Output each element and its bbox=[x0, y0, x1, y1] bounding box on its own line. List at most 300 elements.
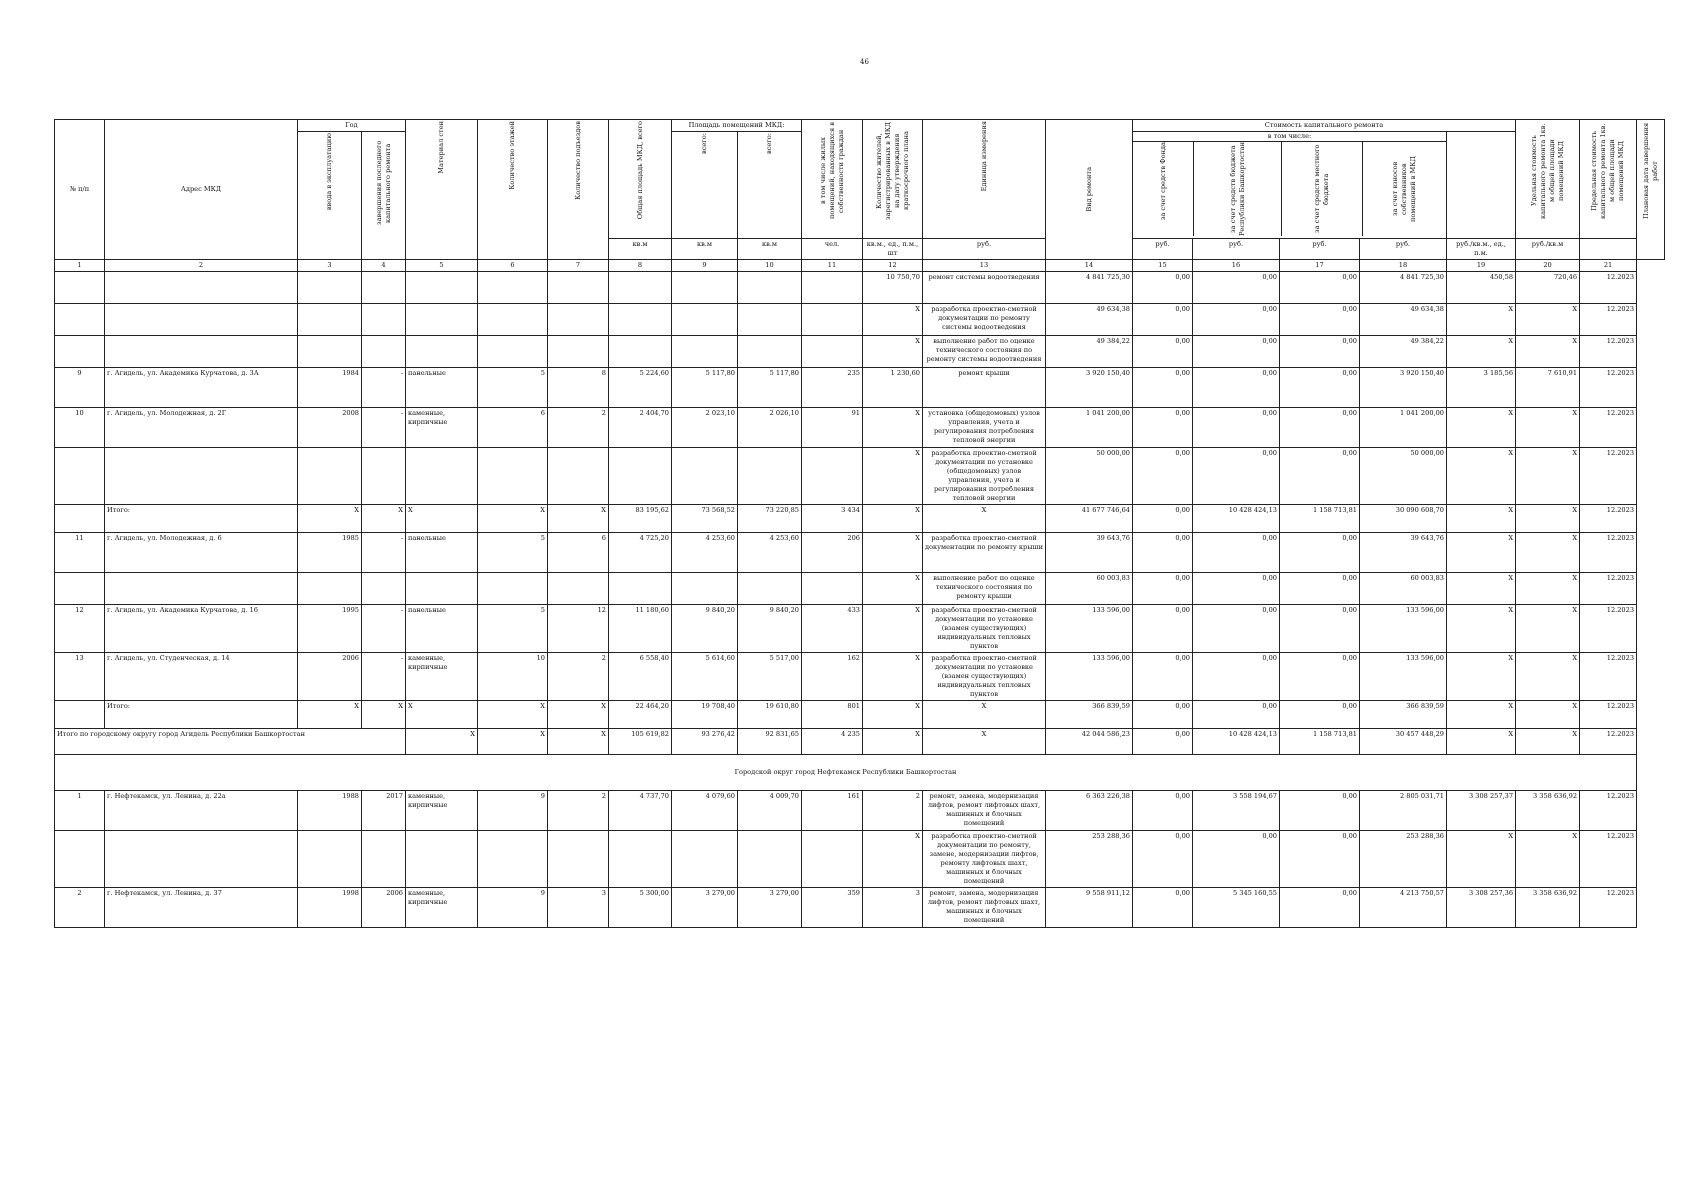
table-cell: Х bbox=[863, 831, 923, 888]
table-cell: 10 428 424,13 bbox=[1193, 729, 1280, 755]
table-cell: 0,00 bbox=[1193, 573, 1280, 605]
table-cell bbox=[406, 573, 478, 605]
table-cell bbox=[672, 573, 738, 605]
table-cell: 0,00 bbox=[1133, 573, 1193, 605]
table-row-work bbox=[55, 336, 1665, 368]
work-type-cell: ремонт, замена, модернизация лифтов, ремонт лифтовых шахт, машинных и блочных помещений bbox=[923, 791, 1046, 831]
table-cell: Х bbox=[362, 505, 406, 533]
table-row-work bbox=[55, 831, 1665, 888]
table-cell: 162 bbox=[802, 653, 863, 701]
table-cell bbox=[672, 831, 738, 888]
table-cell: Х bbox=[863, 408, 923, 448]
table-cell bbox=[478, 272, 548, 304]
column-number: 18 bbox=[1360, 260, 1447, 272]
table-cell bbox=[478, 573, 548, 605]
table-cell: 13 bbox=[55, 653, 105, 701]
col-total-area-header: Общая площадь МКД, всего bbox=[609, 120, 672, 239]
table-cell: 39 643,76 bbox=[1046, 533, 1133, 573]
table-cell: Х bbox=[1516, 408, 1580, 448]
unit-rub: руб. bbox=[1280, 239, 1360, 260]
table-cell: 0,00 bbox=[1280, 336, 1360, 368]
table-cell bbox=[406, 831, 478, 888]
table-cell: 2 bbox=[548, 791, 609, 831]
table-cell bbox=[609, 448, 672, 505]
work-type-cell: разработка проектно-сметной документации по ремонту системы водоотведения bbox=[923, 304, 1046, 336]
table-cell: 12.2023 bbox=[1580, 304, 1637, 336]
table-cell: Х bbox=[1516, 448, 1580, 505]
table-row-work bbox=[55, 304, 1665, 336]
column-number: 12 bbox=[863, 260, 923, 272]
work-type-cell: выполнение работ по оценке технического состояния по ремонту крыши bbox=[923, 573, 1046, 605]
address-cell: Итого: bbox=[105, 701, 298, 729]
table-cell: - bbox=[362, 653, 406, 701]
table-cell: Х bbox=[362, 701, 406, 729]
table-cell: 0,00 bbox=[1193, 653, 1280, 701]
table-cell bbox=[802, 573, 863, 605]
table-cell bbox=[548, 573, 609, 605]
table-cell bbox=[609, 831, 672, 888]
column-number: 1 bbox=[55, 260, 105, 272]
unit-rub: руб. bbox=[1360, 239, 1447, 260]
table-cell: панельные bbox=[406, 368, 478, 408]
table-cell: Х bbox=[1516, 831, 1580, 888]
table-cell: 5 345 160,55 bbox=[1193, 888, 1280, 928]
table-cell: 2 404,70 bbox=[609, 408, 672, 448]
table-cell: 0,00 bbox=[1193, 831, 1280, 888]
table-cell: 49 634,38 bbox=[1360, 304, 1447, 336]
unit-kvm: кв.м bbox=[609, 239, 672, 260]
table-cell: 0,00 bbox=[1280, 791, 1360, 831]
table-cell bbox=[362, 448, 406, 505]
table-cell: 235 bbox=[802, 368, 863, 408]
table-cell: Х bbox=[1447, 701, 1516, 729]
table-cell bbox=[55, 336, 105, 368]
address-cell: г. Агидель, ул. Студенческая, д. 14 bbox=[105, 653, 298, 701]
table-cell bbox=[802, 336, 863, 368]
col-residents-header: Количество жителей, зарегистрированных в МКД на дату утверждения краткосрочного плана bbox=[863, 120, 923, 239]
table-cell: 1984 bbox=[298, 368, 362, 408]
table-cell: Х bbox=[1447, 831, 1516, 888]
address-cell: г. Нефтекамск, ул. Ленина, д. 22а bbox=[105, 791, 298, 831]
table-cell: Х bbox=[298, 505, 362, 533]
table-cell bbox=[672, 448, 738, 505]
address-cell bbox=[105, 831, 298, 888]
table-cell bbox=[478, 304, 548, 336]
table-cell bbox=[802, 448, 863, 505]
table-cell: 1 230,60 bbox=[863, 368, 923, 408]
table-cell: 0,00 bbox=[1133, 533, 1193, 573]
work-type-cell: Х bbox=[923, 701, 1046, 729]
table-cell: 12.2023 bbox=[1580, 653, 1637, 701]
table-cell: Х bbox=[478, 701, 548, 729]
table-cell: Х bbox=[548, 729, 609, 755]
table-cell: Х bbox=[1447, 605, 1516, 653]
table-cell: Х bbox=[863, 304, 923, 336]
address-cell: г. Агидель, ул. Академика Курчатова, д. 16 bbox=[105, 605, 298, 653]
table-cell bbox=[55, 448, 105, 505]
table-body bbox=[55, 272, 1665, 928]
table-cell: Х bbox=[1516, 729, 1580, 755]
table-cell: 4 009,70 bbox=[738, 791, 802, 831]
table-cell: 6 558,40 bbox=[609, 653, 672, 701]
table-cell bbox=[609, 336, 672, 368]
table-row-obj bbox=[55, 408, 1665, 448]
table-cell: 60 003,83 bbox=[1360, 573, 1447, 605]
section-title: Городской округ город Нефтекамск Республики Башкортостан bbox=[55, 755, 1637, 791]
table-cell bbox=[478, 336, 548, 368]
table-cell: 3 279,00 bbox=[672, 888, 738, 928]
table-row-sum bbox=[55, 505, 1665, 533]
table-cell bbox=[548, 336, 609, 368]
table-cell: 49 634,38 bbox=[1046, 304, 1133, 336]
table-cell: Х bbox=[1447, 304, 1516, 336]
table-cell: каменные, кирпичные bbox=[406, 888, 478, 928]
table-cell: 3 434 bbox=[802, 505, 863, 533]
table-cell: 3 279,00 bbox=[738, 888, 802, 928]
table-cell: 1 158 713,81 bbox=[1280, 505, 1360, 533]
column-number: 4 bbox=[362, 260, 406, 272]
table-cell bbox=[672, 304, 738, 336]
table-cell: 1985 bbox=[298, 533, 362, 573]
table-cell bbox=[548, 304, 609, 336]
table-row-obj bbox=[55, 605, 1665, 653]
table-cell: Х bbox=[478, 505, 548, 533]
table-cell: панельные bbox=[406, 605, 478, 653]
table-cell: 3 920 150,40 bbox=[1046, 368, 1133, 408]
table-cell bbox=[362, 304, 406, 336]
table-cell bbox=[298, 272, 362, 304]
table-header bbox=[55, 120, 1665, 272]
table-cell: 0,00 bbox=[1193, 701, 1280, 729]
table-cell: 4 725,20 bbox=[609, 533, 672, 573]
table-cell: 0,00 bbox=[1193, 304, 1280, 336]
table-row-sum bbox=[55, 701, 1665, 729]
table-cell: 0,00 bbox=[1193, 272, 1280, 304]
table-cell: 0,00 bbox=[1133, 831, 1193, 888]
table-cell: 0,00 bbox=[1280, 533, 1360, 573]
table-cell: 60 003,83 bbox=[1046, 573, 1133, 605]
table-cell: Х bbox=[863, 505, 923, 533]
table-cell: 73 220,85 bbox=[738, 505, 802, 533]
table-cell: 0,00 bbox=[1193, 605, 1280, 653]
table-cell bbox=[298, 573, 362, 605]
column-number: 2 bbox=[105, 260, 298, 272]
table-cell: 9 840,20 bbox=[738, 605, 802, 653]
table-cell: 83 195,62 bbox=[609, 505, 672, 533]
table-cell bbox=[298, 336, 362, 368]
table-cell bbox=[362, 336, 406, 368]
table-cell bbox=[298, 304, 362, 336]
table-cell: 12 bbox=[548, 605, 609, 653]
table-cell: 0,00 bbox=[1133, 272, 1193, 304]
table-cell: 9 bbox=[478, 888, 548, 928]
table-cell: 0,00 bbox=[1280, 831, 1360, 888]
table-cell: 0,00 bbox=[1193, 448, 1280, 505]
table-cell: 0,00 bbox=[1133, 791, 1193, 831]
table-cell: 4 213 750,57 bbox=[1360, 888, 1447, 928]
table-cell: 49 384,22 bbox=[1046, 336, 1133, 368]
unit-kvm: кв.м bbox=[672, 239, 738, 260]
col-address-header: Адрес МКД bbox=[105, 120, 298, 260]
table-cell bbox=[738, 573, 802, 605]
col-floors-header: Количество этажей bbox=[478, 120, 548, 260]
table-cell: Х bbox=[1516, 701, 1580, 729]
table-cell: 2006 bbox=[362, 888, 406, 928]
table-cell: Х bbox=[1516, 653, 1580, 701]
column-number: 17 bbox=[1280, 260, 1360, 272]
table-cell: Х bbox=[1447, 533, 1516, 573]
table-cell: Х bbox=[863, 336, 923, 368]
table-cell: 5 bbox=[478, 368, 548, 408]
table-cell: 433 bbox=[802, 605, 863, 653]
table-cell: 133 596,00 bbox=[1360, 605, 1447, 653]
table-cell: 12.2023 bbox=[1580, 272, 1637, 304]
table-cell: 253 288,36 bbox=[1046, 831, 1133, 888]
table-cell: 12.2023 bbox=[1580, 729, 1637, 755]
table-cell: 0,00 bbox=[1280, 701, 1360, 729]
table-cell: 1988 bbox=[298, 791, 362, 831]
table-cell: каменные, кирпичные bbox=[406, 408, 478, 448]
table-cell: 2 026,10 bbox=[738, 408, 802, 448]
table-cell: Х bbox=[1447, 448, 1516, 505]
address-cell: г. Агидель, ул. Академика Курчатова, д. 3А bbox=[105, 368, 298, 408]
column-number: 3 bbox=[298, 260, 362, 272]
table-cell: 4 841 725,30 bbox=[1360, 272, 1447, 304]
table-cell bbox=[548, 272, 609, 304]
work-type-cell: разработка проектно-сметной документации по установке (взамен существующих) индивидуальных тепловых пунктов bbox=[923, 605, 1046, 653]
col-cost-group-header: Стоимость капитального ремонта bbox=[1133, 120, 1516, 132]
address-cell: г. Нефтекамск, ул. Ленина, д. 37 bbox=[105, 888, 298, 928]
table-cell bbox=[55, 304, 105, 336]
table-cell: 5 300,00 bbox=[609, 888, 672, 928]
table-cell: 4 841 725,30 bbox=[1046, 272, 1133, 304]
table-cell: 12.2023 bbox=[1580, 448, 1637, 505]
table-cell: 12.2023 bbox=[1580, 408, 1637, 448]
table-cell: 366 839,59 bbox=[1360, 701, 1447, 729]
table-cell: 1998 bbox=[298, 888, 362, 928]
table-cell: 12.2023 bbox=[1580, 701, 1637, 729]
table-cell: Х bbox=[863, 729, 923, 755]
table-cell: Х bbox=[1447, 573, 1516, 605]
table-cell bbox=[738, 272, 802, 304]
table-cell: 49 384,22 bbox=[1360, 336, 1447, 368]
table-cell: Х bbox=[1516, 505, 1580, 533]
address-cell: г. Агидель, ул. Молодежная, д. 2Г bbox=[105, 408, 298, 448]
table-cell: 0,00 bbox=[1133, 505, 1193, 533]
table-cell: 0,00 bbox=[1133, 605, 1193, 653]
table-cell: 0,00 bbox=[1193, 408, 1280, 448]
table-cell: 0,00 bbox=[1193, 533, 1280, 573]
table-cell: 12.2023 bbox=[1580, 336, 1637, 368]
work-type-cell: разработка проектно-сметной документации по ремонту крыши bbox=[923, 533, 1046, 573]
table-cell: 4 079,60 bbox=[672, 791, 738, 831]
column-number: 7 bbox=[548, 260, 609, 272]
address-cell: Итого: bbox=[105, 505, 298, 533]
table-cell: 3 308 257,37 bbox=[1447, 791, 1516, 831]
unit-rub: руб. bbox=[1133, 239, 1193, 260]
table-cell: 10 bbox=[55, 408, 105, 448]
table-cell bbox=[55, 831, 105, 888]
table-cell bbox=[802, 831, 863, 888]
work-type-cell: разработка проектно-сметной документации по установке (общедомовых) узлов управления, учета и регулирования потребления тепловой энергии bbox=[923, 448, 1046, 505]
table-cell: 801 bbox=[802, 701, 863, 729]
table-cell: 3 bbox=[548, 888, 609, 928]
table-cell: Х bbox=[548, 505, 609, 533]
table-cell: 10 750,70 bbox=[863, 272, 923, 304]
table-row-section bbox=[55, 755, 1665, 791]
table-cell: 0,00 bbox=[1280, 605, 1360, 653]
col-entrances-header: Количество подъездов bbox=[548, 120, 609, 260]
table-cell bbox=[609, 304, 672, 336]
table-cell: 30 090 608,70 bbox=[1360, 505, 1447, 533]
table-cell: 9 bbox=[478, 791, 548, 831]
col-year-group-header: Год bbox=[298, 120, 406, 132]
unit-chel: чел. bbox=[802, 239, 863, 260]
address-cell: г. Агидель, ул. Молодежная, д. 6 bbox=[105, 533, 298, 573]
table-cell: 7 610,91 bbox=[1516, 368, 1580, 408]
table-cell: Х bbox=[863, 573, 923, 605]
table-cell: каменные, кирпичные bbox=[406, 653, 478, 701]
table-cell: 4 737,70 bbox=[609, 791, 672, 831]
table-cell: 3 558 194,67 bbox=[1193, 791, 1280, 831]
col-work-type-header: Вид ремонта bbox=[1046, 120, 1133, 260]
col-max-cost-header: Предельная стоимость капитального ремонта 1кв. м общей площади помещений МКД bbox=[1580, 120, 1637, 239]
table-cell: 0,00 bbox=[1193, 336, 1280, 368]
table-cell: 0,00 bbox=[1280, 888, 1360, 928]
table-cell bbox=[548, 448, 609, 505]
table-cell: Х bbox=[1516, 573, 1580, 605]
table-cell: 11 180,60 bbox=[609, 605, 672, 653]
table-cell: 0,00 bbox=[1133, 336, 1193, 368]
column-number: 5 bbox=[406, 260, 478, 272]
table-cell: 133 596,00 bbox=[1360, 653, 1447, 701]
table-cell: 12.2023 bbox=[1580, 888, 1637, 928]
table-cell: 10 bbox=[478, 653, 548, 701]
table-cell: 2006 bbox=[298, 653, 362, 701]
table-row-obj bbox=[55, 791, 1665, 831]
work-type-cell: ремонт, замена, модернизация лифтов, ремонт лифтовых шахт, машинных и блочных помещений bbox=[923, 888, 1046, 928]
table-cell: 12.2023 bbox=[1580, 831, 1637, 888]
table-cell: Х bbox=[406, 505, 478, 533]
table-cell: - bbox=[362, 368, 406, 408]
table-cell: 3 920 150,40 bbox=[1360, 368, 1447, 408]
table-cell: 0,00 bbox=[1280, 653, 1360, 701]
table-cell: 30 457 448,29 bbox=[1360, 729, 1447, 755]
table-cell: 0,00 bbox=[1280, 304, 1360, 336]
table-cell bbox=[406, 448, 478, 505]
table-cell: 0,00 bbox=[1280, 408, 1360, 448]
unit-rub: руб. bbox=[923, 239, 1046, 260]
table-row-obj bbox=[55, 888, 1665, 928]
address-cell bbox=[105, 304, 298, 336]
table-cell bbox=[406, 272, 478, 304]
table-cell: 1995 bbox=[298, 605, 362, 653]
table-cell: Х bbox=[1516, 336, 1580, 368]
col-num-header: № п/п bbox=[55, 120, 105, 260]
table-cell bbox=[548, 831, 609, 888]
table-cell: 10 428 424,13 bbox=[1193, 505, 1280, 533]
table-cell bbox=[55, 701, 105, 729]
col-unit-cost-header: Удельная стоимость капитального ремонта 1кв. м общей площади помещений МКД bbox=[1516, 120, 1580, 239]
table-cell: 3 358 636,92 bbox=[1516, 888, 1580, 928]
table-cell: - bbox=[362, 533, 406, 573]
column-number: 14 bbox=[1046, 260, 1133, 272]
table-row-obj bbox=[55, 653, 1665, 701]
table-cell: 39 643,76 bbox=[1360, 533, 1447, 573]
table-cell: Х bbox=[863, 701, 923, 729]
table-cell bbox=[55, 272, 105, 304]
table-cell: Х bbox=[1447, 408, 1516, 448]
table-cell: 6 bbox=[478, 408, 548, 448]
table-cell: 73 568,52 bbox=[672, 505, 738, 533]
table-row-obj bbox=[55, 368, 1665, 408]
unit-rub-kvm: руб./кв.м bbox=[1516, 239, 1580, 260]
column-number: 10 bbox=[738, 260, 802, 272]
table-cell: 12.2023 bbox=[1580, 573, 1637, 605]
table-cell: 1 041 200,00 bbox=[1360, 408, 1447, 448]
column-number: 13 bbox=[923, 260, 1046, 272]
table-cell: 0,00 bbox=[1280, 573, 1360, 605]
table-row-obj bbox=[55, 533, 1665, 573]
table-cell: 161 bbox=[802, 791, 863, 831]
table-cell bbox=[738, 448, 802, 505]
address-cell bbox=[105, 573, 298, 605]
table-cell: Х bbox=[406, 701, 478, 729]
table-row-total bbox=[55, 729, 1665, 755]
total-label: Итого по городскому округу город Агидель Республики Башкортостан bbox=[55, 729, 406, 755]
table-cell: 720,46 bbox=[1516, 272, 1580, 304]
table-cell: 366 839,59 bbox=[1046, 701, 1133, 729]
table-cell: 5 117,80 bbox=[738, 368, 802, 408]
table-cell: 0,00 bbox=[1133, 304, 1193, 336]
table-cell: 12.2023 bbox=[1580, 605, 1637, 653]
address-cell bbox=[105, 272, 298, 304]
table-cell bbox=[802, 272, 863, 304]
table-cell: 1 041 200,00 bbox=[1046, 408, 1133, 448]
table-cell: Х bbox=[406, 729, 478, 755]
table-cell: 12.2023 bbox=[1580, 533, 1637, 573]
table-cell bbox=[362, 272, 406, 304]
table-cell: Х bbox=[298, 701, 362, 729]
col-year-build-header: ввода в эксплуатацию bbox=[298, 132, 362, 260]
table-cell: Х bbox=[1447, 336, 1516, 368]
table-cell: 9 bbox=[55, 368, 105, 408]
unit-mixed: кв.м., ед., п.м., шт bbox=[863, 239, 923, 260]
table-cell bbox=[738, 336, 802, 368]
table-cell: 2 bbox=[548, 653, 609, 701]
table-cell: 5 bbox=[478, 605, 548, 653]
table-cell: 2 bbox=[548, 408, 609, 448]
table-cell: Х bbox=[1447, 729, 1516, 755]
table-cell bbox=[609, 272, 672, 304]
table-cell: 0,00 bbox=[1133, 888, 1193, 928]
table-cell: 50 000,00 bbox=[1360, 448, 1447, 505]
table-cell: 6 363 226,38 bbox=[1046, 791, 1133, 831]
work-type-cell: ремонт крыши bbox=[923, 368, 1046, 408]
table-cell: 6 bbox=[548, 533, 609, 573]
table-cell: Х bbox=[1516, 605, 1580, 653]
column-number: 20 bbox=[1516, 260, 1580, 272]
table-cell: Х bbox=[548, 701, 609, 729]
table-cell bbox=[609, 573, 672, 605]
table-cell: 4 253,60 bbox=[672, 533, 738, 573]
column-number: 8 bbox=[609, 260, 672, 272]
column-number: 6 bbox=[478, 260, 548, 272]
table-cell bbox=[298, 831, 362, 888]
table-cell: 206 bbox=[802, 533, 863, 573]
table-cell: 105 619,82 bbox=[609, 729, 672, 755]
table-cell: Х bbox=[478, 729, 548, 755]
